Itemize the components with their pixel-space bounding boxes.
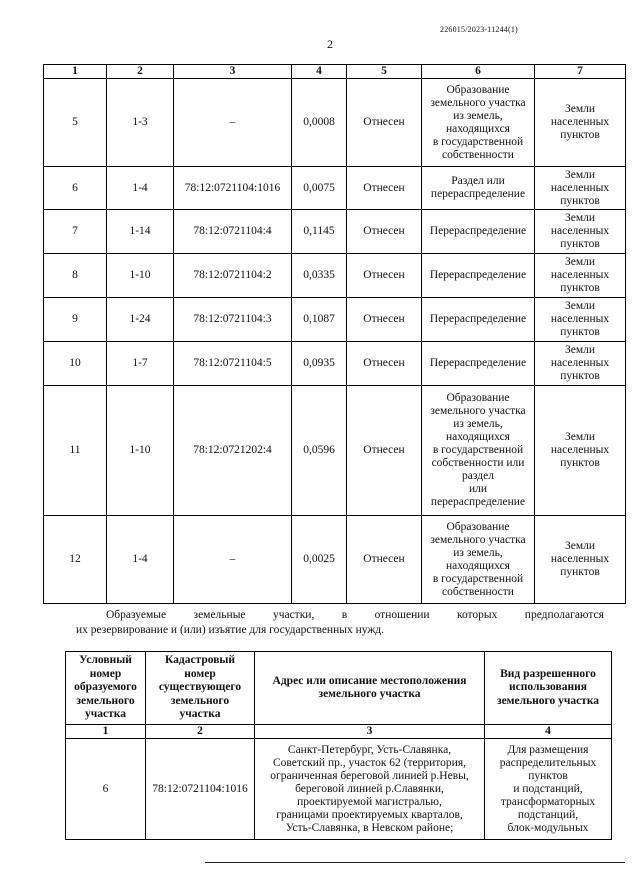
area-value: 0,0025 — [292, 516, 347, 604]
table-row — [44, 342, 626, 386]
cell-line: в государственной — [432, 444, 524, 456]
cell-line: образуемого — [74, 681, 137, 694]
cell-line: находящихся — [446, 122, 510, 135]
cell-line: Земли — [564, 540, 596, 552]
status-value: Отнесен — [347, 167, 422, 210]
column-header — [485, 652, 612, 725]
cell-line: Кадастровый — [164, 654, 236, 667]
cell-line: Земли — [564, 103, 596, 115]
cell-line: или — [468, 483, 488, 495]
row-number: 9 — [44, 298, 107, 342]
paragraph-word: Образуемые — [106, 609, 167, 621]
row-number: 7 — [44, 210, 107, 254]
column-number: 3 — [255, 725, 485, 739]
column-header — [66, 652, 146, 725]
column-header — [146, 652, 255, 725]
permitted-use — [485, 739, 612, 840]
plot-designation: 1-3 — [107, 79, 174, 167]
document-id: 226015/2023-11244(1) — [440, 25, 518, 34]
address-description — [255, 739, 485, 840]
plot-designation: 1-14 — [107, 210, 174, 254]
column-number: 1 — [66, 725, 146, 739]
reservation-table — [65, 651, 612, 840]
status-value: Отнесен — [347, 254, 422, 298]
land-category — [535, 386, 626, 516]
cell-line: пунктов — [560, 370, 600, 382]
cell-line: Перераспределение — [429, 225, 527, 237]
table-row — [44, 516, 626, 604]
cell-line: Адрес или описание местоположения — [272, 674, 467, 687]
status-value: Отнесен — [347, 79, 422, 167]
cell-line: перераспределение — [430, 188, 526, 200]
plot-designation: 1-4 — [107, 167, 174, 210]
formation-method — [422, 254, 535, 298]
row-number: 8 — [44, 254, 107, 298]
cell-line: пунктов — [528, 769, 568, 782]
cell-line: перераспределение — [430, 496, 526, 508]
table-row — [44, 254, 626, 298]
formation-method — [422, 386, 535, 516]
cell-line: проектируемой магистралью, — [297, 795, 442, 808]
cell-line: пунктов — [560, 129, 600, 141]
cell-line: Земли — [564, 344, 596, 356]
column-header: 6 — [422, 65, 535, 79]
cell-line: земельного участка — [430, 533, 526, 546]
cell-line: земельного участка — [318, 688, 421, 700]
table-header-row — [44, 65, 626, 79]
cell-line: Вид разрешенного — [500, 667, 596, 680]
cell-line: населенных — [550, 116, 610, 128]
formation-method — [422, 298, 535, 342]
cell-line: собственности — [442, 148, 514, 161]
table-row — [44, 298, 626, 342]
area-value: 0,1145 — [292, 210, 347, 254]
area-value: 0,0075 — [292, 167, 347, 210]
paragraph-line: их резервирование и (или) изъятие для государственных нужд. — [76, 624, 385, 636]
cell-line: Земли — [564, 300, 596, 312]
cell-line: земельного — [76, 694, 135, 707]
reservation-paragraph — [76, 608, 604, 638]
plot-designation: 1-10 — [107, 386, 174, 516]
cell-line: пунктов — [560, 457, 600, 469]
cell-line: земельного участка — [430, 405, 526, 417]
table-row — [44, 386, 626, 516]
cell-line: находящихся — [446, 431, 510, 443]
cell-line: использования — [509, 681, 587, 694]
status-value: Отнесен — [347, 342, 422, 386]
cell-line: пунктов — [560, 326, 600, 338]
area-value: 0,1087 — [292, 298, 347, 342]
cell-line: из земель, — [453, 109, 503, 122]
column-number-row — [66, 725, 612, 739]
cadastral-number: 78:12:0721104:3 — [174, 298, 292, 342]
cell-line: Перераспределение — [429, 313, 527, 325]
cadastral-number: – — [174, 516, 292, 604]
row-number: 5 — [44, 79, 107, 167]
formation-method — [422, 516, 535, 604]
cell-line: Образование — [446, 83, 510, 96]
cadastral-number: – — [174, 79, 292, 167]
plot-designation: 1-4 — [107, 516, 174, 604]
paragraph-word: в — [341, 609, 348, 621]
cell-line: земельного участка — [496, 694, 600, 707]
formation-method — [422, 210, 535, 254]
cell-line: пунктов — [560, 566, 600, 578]
table-header-row — [66, 652, 612, 725]
cell-line: пунктов — [560, 282, 600, 294]
cell-line: находящихся — [446, 559, 510, 572]
column-header — [255, 652, 485, 725]
row-number: 6 — [44, 167, 107, 210]
plot-designation: 1-7 — [107, 342, 174, 386]
cell-line: населенных — [550, 181, 610, 194]
cell-line: Раздел или — [451, 175, 505, 187]
cell-line: Перераспределение — [429, 357, 527, 369]
cell-line: пунктов — [560, 238, 600, 250]
land-category — [535, 342, 626, 386]
cell-line: из земель, — [453, 546, 503, 559]
land-category — [535, 210, 626, 254]
cell-line: населенных — [550, 553, 610, 565]
row-number: 10 — [44, 342, 107, 386]
cell-line: Земли — [564, 212, 596, 224]
cell-line: и подстанций, — [513, 782, 583, 795]
cell-line: распределительных — [499, 756, 597, 769]
status-value: Отнесен — [347, 516, 422, 604]
footer-rule — [205, 862, 625, 863]
table-row — [44, 167, 626, 210]
cell-line: Земли — [564, 168, 596, 181]
plot-designation: 1-24 — [107, 298, 174, 342]
cell-line: подстанций, — [517, 808, 579, 821]
cell-line: раздел — [462, 470, 494, 482]
cell-line: населенных — [550, 269, 610, 281]
land-category — [535, 254, 626, 298]
area-value: 0,0596 — [292, 386, 347, 516]
cell-line: Санкт-Петербург, Усть-Славянка, — [287, 743, 452, 756]
cadastral-number: 78:12:0721104:5 — [174, 342, 292, 386]
table-row — [44, 79, 626, 167]
paragraph-word: отношении — [374, 609, 430, 621]
cell-line: Условный — [79, 654, 132, 667]
cadastral-number: 78:12:0721104:2 — [174, 254, 292, 298]
formation-method — [422, 167, 535, 210]
cell-line: Земли — [564, 431, 596, 443]
paragraph-word: участки, — [272, 609, 315, 621]
status-value: Отнесен — [347, 210, 422, 254]
cadastral-number: 78:12:0721104:1016 — [174, 167, 292, 210]
paragraph-word: предполагаются — [524, 609, 604, 621]
column-header: 5 — [347, 65, 422, 79]
land-plots-table — [43, 64, 626, 604]
cell-line: населенных — [550, 225, 610, 237]
area-value: 0,0935 — [292, 342, 347, 386]
cadastral-number: 78:12:0721104:4 — [174, 210, 292, 254]
row-number: 12 — [44, 516, 107, 604]
cell-line: номер — [184, 667, 216, 680]
formation-method — [422, 342, 535, 386]
status-value: Отнесен — [347, 386, 422, 516]
column-number: 2 — [146, 725, 255, 739]
area-value: 0,0335 — [292, 254, 347, 298]
cell-line: из земель, — [453, 418, 503, 430]
cell-line: населенных — [550, 444, 610, 456]
land-category — [535, 167, 626, 210]
column-header: 4 — [292, 65, 347, 79]
cell-line: в государственной — [432, 135, 524, 148]
formation-method — [422, 79, 535, 167]
cell-line: границами проектируемых кварталов, — [276, 808, 463, 821]
cell-line: береговой линией р.Славянки, — [295, 782, 444, 795]
cell-line: участка — [179, 708, 221, 721]
land-category — [535, 298, 626, 342]
cell-line: существующего — [158, 681, 242, 694]
cell-line: ограниченная береговой линией р.Невы, — [270, 769, 469, 782]
table-row — [66, 739, 612, 840]
paragraph-word: которых — [456, 609, 498, 621]
cadastral-number: 78:12:0721202:4 — [174, 386, 292, 516]
cell-line: земельного участка — [430, 96, 526, 109]
page-number: 2 — [327, 37, 333, 51]
cell-line: участка — [85, 708, 126, 721]
cadastral-number: 78:12:0721104:1016 — [146, 739, 255, 840]
column-header: 3 — [174, 65, 292, 79]
cell-line: трансформаторных — [500, 795, 596, 808]
cell-line: земельного — [170, 694, 230, 707]
cell-line: блок-модульных — [507, 821, 589, 834]
land-category — [535, 516, 626, 604]
plot-number: 6 — [66, 739, 146, 840]
cell-line: собственности — [442, 585, 514, 598]
cell-line: Образование — [446, 392, 510, 404]
land-category — [535, 79, 626, 167]
cell-line: Образование — [446, 520, 510, 533]
column-number: 4 — [485, 725, 612, 739]
paragraph-word: земельные — [193, 609, 246, 621]
cell-line: собственности или — [431, 457, 525, 469]
area-value: 0,0008 — [292, 79, 347, 167]
row-number: 11 — [44, 386, 107, 516]
plot-designation: 1-10 — [107, 254, 174, 298]
cell-line: в государственной — [432, 572, 524, 585]
cell-line: Усть-Славянка, в Невском районе; — [285, 821, 454, 834]
cell-line: номер — [89, 667, 122, 680]
table-row — [44, 210, 626, 254]
cell-line: пунктов — [560, 194, 600, 207]
cell-line: Советский пр., участок 62 (территория, — [273, 756, 466, 769]
cell-line: населенных — [550, 313, 610, 325]
column-header: 7 — [535, 65, 626, 79]
column-header: 1 — [44, 65, 107, 79]
cell-line: Земли — [564, 256, 596, 268]
column-header: 2 — [107, 65, 174, 79]
status-value: Отнесен — [347, 298, 422, 342]
cell-line: населенных — [550, 357, 610, 369]
cell-line: Для размещения — [507, 743, 589, 756]
cell-line: Перераспределение — [429, 269, 527, 281]
